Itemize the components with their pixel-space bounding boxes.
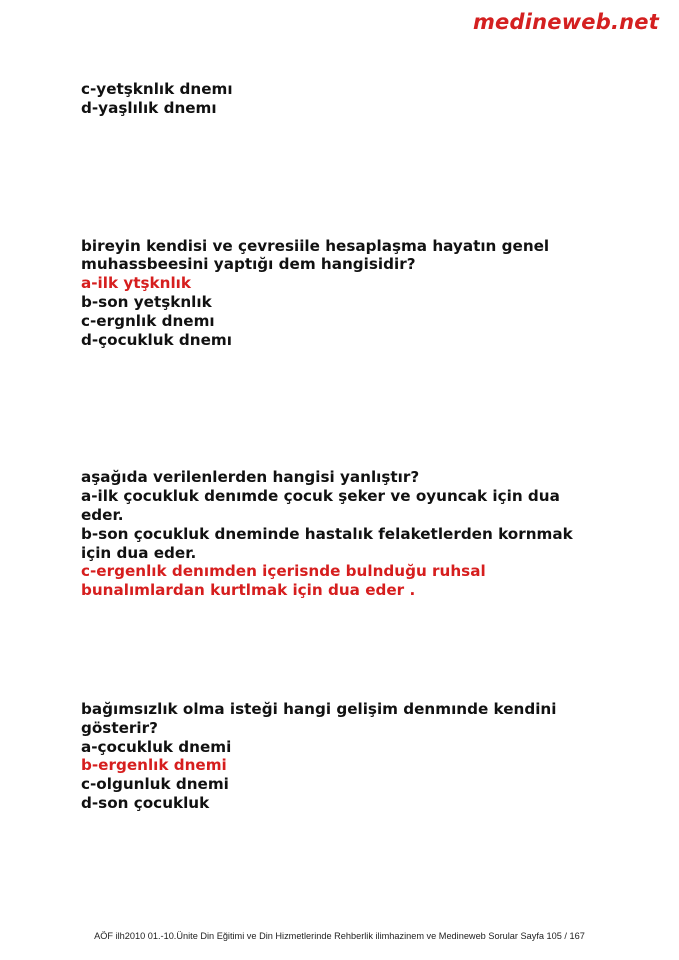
question-block-4 (81, 700, 621, 813)
answer-option: a-ilk çocukluk denımde çocuk şeker ve oyuncak için dua (81, 487, 560, 506)
answer-option: c-olgunluk dnemi (81, 775, 229, 794)
answer-option: b-son çocukluk dneminde hastalık felaketlerden kornmak (81, 524, 573, 543)
answer-option: d-çocukluk dnemı (81, 330, 232, 349)
answer-option: d-son çocukluk (81, 793, 210, 812)
question-text: gösterir? (81, 718, 158, 737)
answer-option: a-çocukluk dnemi (81, 737, 232, 756)
question-text: bağımsızlık olma isteği hangi gelişim denmınde kendini (81, 699, 557, 718)
answer-option: b-son yetşknlık (81, 292, 212, 311)
answer-option: için dua eder. (81, 543, 197, 562)
page-footer: AÖF ilh2010 01.-10.Ünite Din Eğitimi ve Din Hizmetlerinde Rehberlik ilimhazinem ve Medineweb Sorular Sayfa 105 / 167 (94, 931, 585, 941)
answer-option: eder. (81, 505, 124, 524)
correct-answer-option: c-ergenlık denımden içerisnde bulnduğu ruhsal (81, 562, 486, 581)
question-text: bireyin kendisi ve çevresiile hesaplaşma hayatın genel (81, 236, 550, 255)
question-block-2 (81, 237, 621, 350)
correct-answer-option: b-ergenlık dnemi (81, 756, 227, 775)
correct-answer-option: bunalımlardan kurtlmak için dua eder . (81, 581, 416, 600)
correct-answer-option: a-ilk ytşknlık (81, 274, 191, 293)
question-text: aşağıda verilenlerden hangisi yanlıştır? (81, 468, 420, 487)
text-line: d-yaşlılık dnemı (81, 98, 217, 117)
text-line: c-yetşknlık dnemı (81, 80, 233, 98)
answer-option: c-ergnlık dnemı (81, 311, 215, 330)
question-block-1 (81, 80, 621, 118)
site-watermark: medineweb.net (472, 10, 659, 34)
question-text: muhassbeesini yaptığı dem hangisidir? (81, 255, 416, 274)
document-body (81, 80, 621, 813)
question-block-3 (81, 468, 621, 600)
